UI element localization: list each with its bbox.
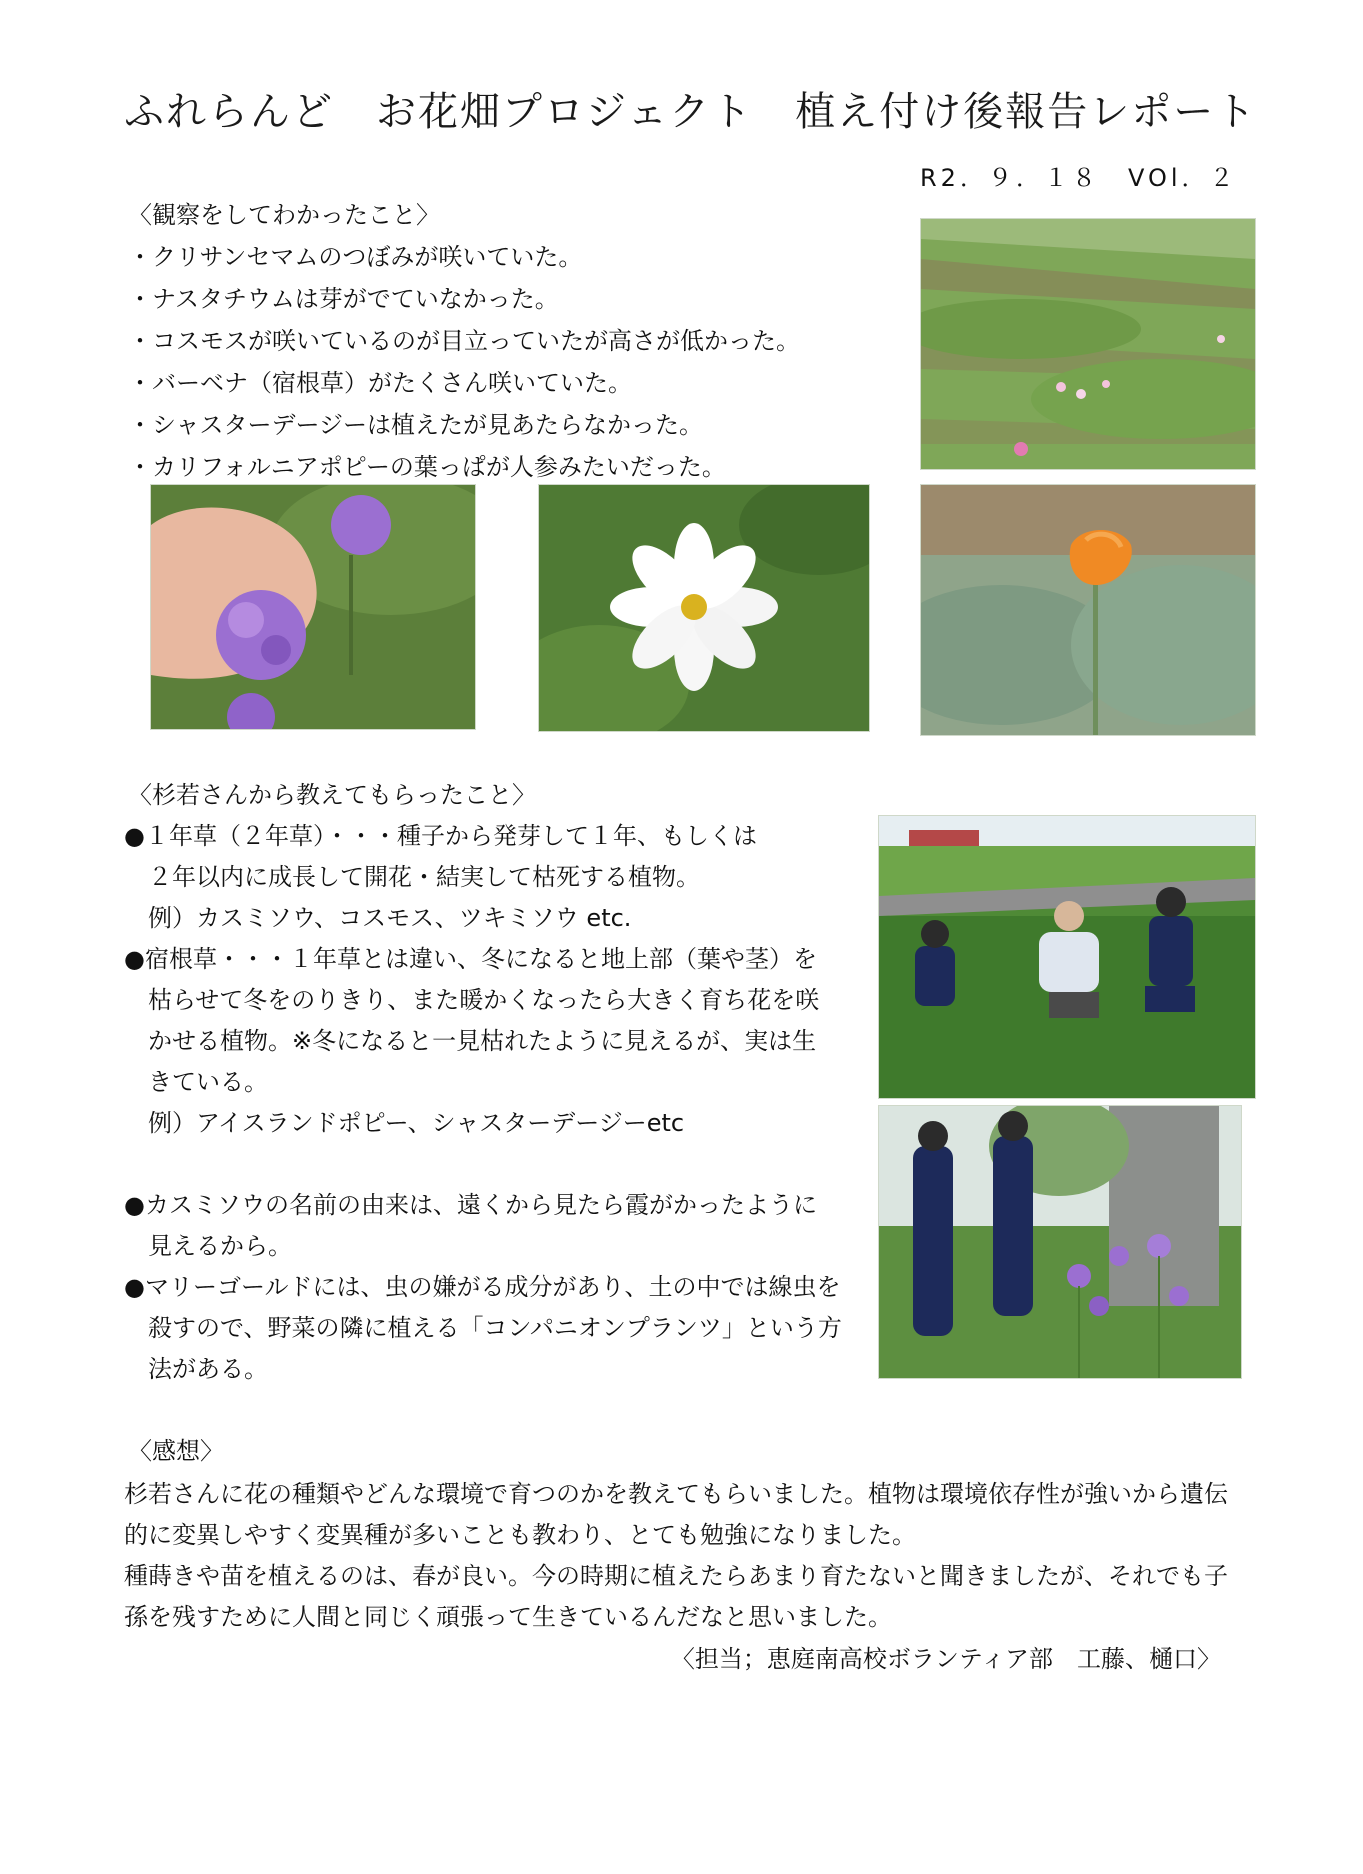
lesson-line: ●マリーゴールドには、虫の嫌がる成分があり、土の中では線虫を (124, 1273, 841, 1301)
lesson-line: 法がある。 (124, 1355, 268, 1383)
observation-item: ・バーベナ（宿根草）がたくさん咲いていた。 (128, 369, 632, 397)
observation-item: ・クリサンセマムのつぼみが咲いていた。 (128, 243, 583, 271)
page-title: ふれらんど お花畑プロジェクト 植え付け後報告レポート (124, 89, 1258, 135)
lesson-line: ●１年草（２年草）・・・種子から発芽して１年、もしくは (124, 822, 757, 850)
lesson-line: 見えるから。 (124, 1232, 292, 1260)
report-date: R2．９．１８ VOl．２ (920, 164, 1238, 192)
lesson-line: きている。 (124, 1068, 268, 1096)
observation-item: ・コスモスが咲いているのが目立っていたが高さが低かった。 (128, 327, 800, 355)
verbena-photo (150, 484, 476, 730)
impressions-heading: 〈感想〉 (128, 1437, 224, 1465)
author-credit: 〈担当；恵庭南高校ボランティア部 工藤、樋口〉 (670, 1645, 1221, 1673)
lesson-line: 例）カスミソウ、コスモス、ツキミソウ etc. (124, 904, 632, 932)
lesson-line: 例）アイスランドポピー、シャスターデージーetc (124, 1109, 685, 1137)
students-crouching-photo (878, 815, 1256, 1099)
lesson-line: ２年以内に成長して開花・結実して枯死する植物。 (124, 863, 700, 891)
flower-field-photo (920, 218, 1256, 470)
observation-item: ・カリフォルニアポピーの葉っぱが人参みたいだった。 (128, 453, 726, 481)
california-poppy-photo (920, 484, 1256, 736)
observation-item: ・シャスターデージーは植えたが見あたらなかった。 (128, 411, 704, 439)
impressions-paragraph: 杉若さんに花の種類やどんな環境で育つのかを教えてもらいました。植物は環境依存性が強いから遺伝的に変異しやすく変異種が多いことも教わり、とても勉強になりました。 (124, 1480, 1228, 1549)
observations-heading: 〈観察をしてわかったこと〉 (128, 201, 440, 229)
lesson-line: ●宿根草・・・１年草とは違い、冬になると地上部（葉や茎）を (124, 945, 817, 973)
lesson-line: 殺すので、野菜の隣に植える「コンパニオンプランツ」という方 (124, 1314, 842, 1342)
observation-item: ・ナスタチウムは芽がでていなかった。 (128, 285, 559, 313)
lesson-line: 枯らせて冬をのりきり、また暖かくなったら大きく育ち花を咲 (124, 986, 820, 1014)
impressions-paragraph: 種蒔きや苗を植えるのは、春が良い。今の時期に植えたらあまり育たないと聞きましたが、それでも子孫を残すために人間と同じく頑張って生きているんだなと思いました。 (124, 1562, 1228, 1631)
lesson-line: ●カスミソウの名前の由来は、遠くから見たら霞がかったように (124, 1191, 817, 1219)
lesson-line: かせる植物。※冬になると一見枯れたように見えるが、実は生 (124, 1027, 817, 1055)
students-standing-photo (878, 1105, 1242, 1379)
white-cosmos-photo (538, 484, 870, 732)
lessons-heading: 〈杉若さんから教えてもらったこと〉 (128, 781, 536, 809)
